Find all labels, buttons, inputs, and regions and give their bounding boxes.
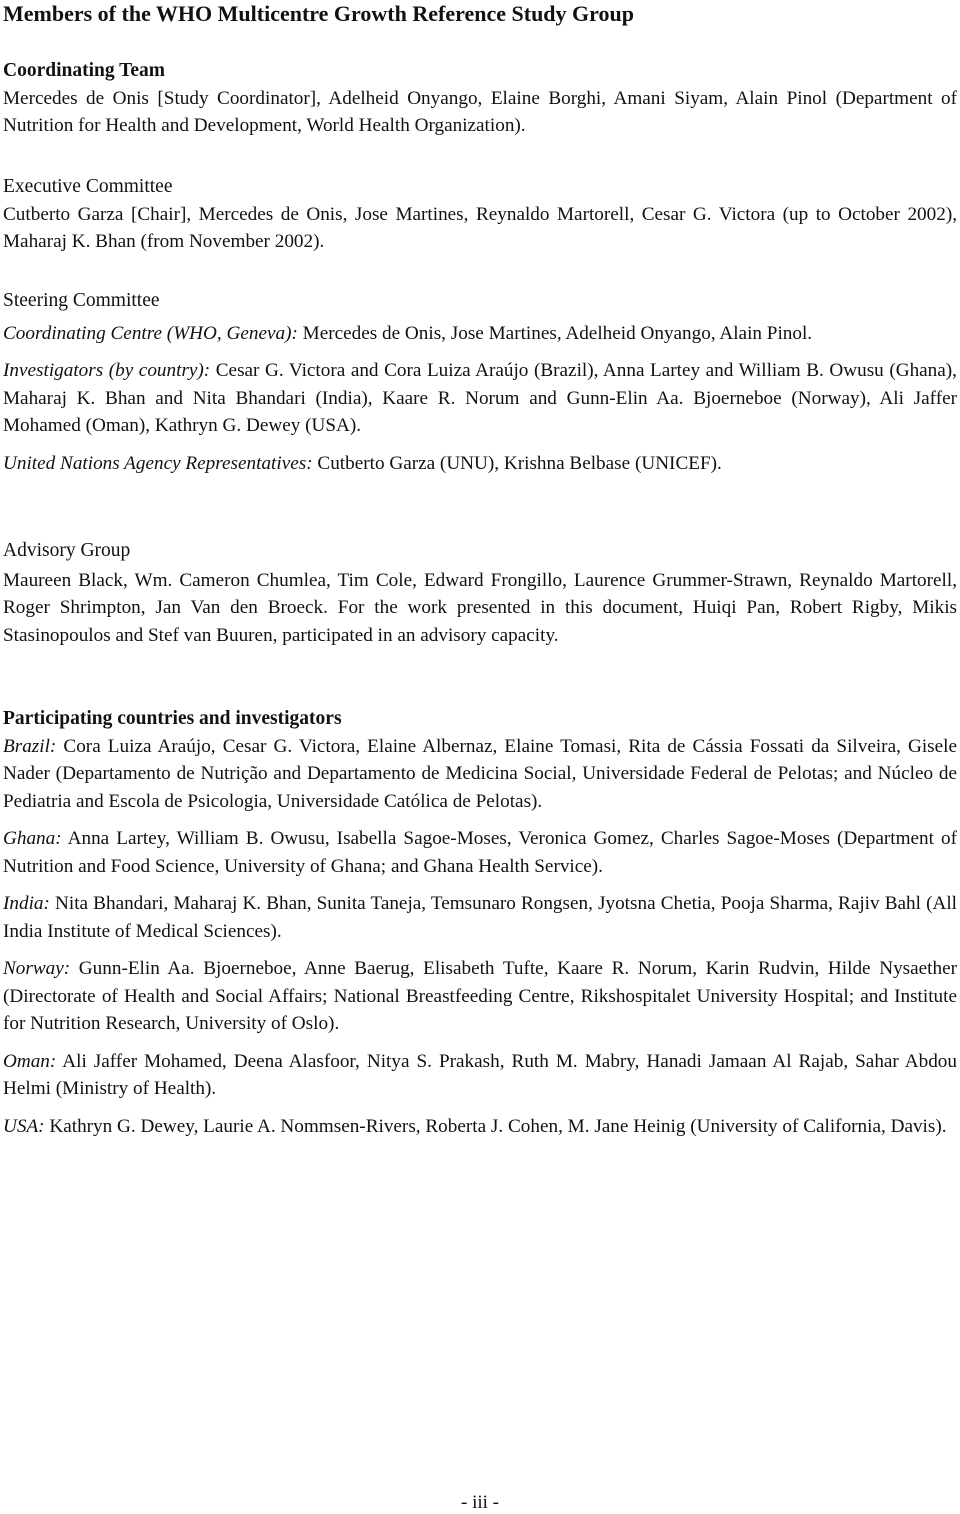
executive-committee-text: Cutberto Garza [Chair], Mercedes de Onis, Jose Martines, Reynaldo Martorell, Cesar G. Victora (up to October 2002), Maharaj K. Bhan (from November 2002). bbox=[3, 203, 957, 252]
investigators-paragraph bbox=[3, 357, 957, 440]
country-paragraph-oman bbox=[3, 1048, 957, 1103]
country-investigators: Gunn-Elin Aa. Bjoerneboe, Anne Baerug, Elisabeth Tufte, Kaare R. Norum, Karin Rudvin, Hilde Nysaether (Directorate of Health and Social Affairs; National Breastfeeding Centre, Rikshospitalet University Hospital; and Institute for Nutrition Research, University of Oslo). bbox=[3, 958, 957, 1034]
country-label: Brazil: bbox=[3, 735, 57, 757]
country-paragraph-ghana bbox=[3, 825, 957, 880]
coordinating-team-text: Mercedes de Onis [Study Coordinator], Adelheid Onyango, Elaine Borghi, Amani Siyam, Alain Pinol (Department of Nutrition for Health and Development, World Health Organization). bbox=[3, 87, 957, 136]
country-paragraph-norway bbox=[3, 955, 957, 1038]
country-paragraph-usa bbox=[3, 1113, 957, 1141]
advisory-group-section bbox=[3, 537, 957, 649]
participating-section bbox=[3, 705, 957, 1140]
investigators-text: Cesar G. Victora and Cora Luiza Araújo (Brazil), Anna Lartey and William B. Owusu (Ghana), Maharaj K. Bhan and Nita Bhandari (India), Kaare R. Norum and Gunn-Elin Aa. Bjoerneboe (Norway), Ali Jaffer Mohamed (Oman), Kathryn G. Dewey (USA). bbox=[3, 360, 957, 436]
page-title: Members of the WHO Multicentre Growth Reference Study Group bbox=[3, 1, 634, 26]
country-investigators: Kathryn G. Dewey, Laurie A. Nommsen-Rivers, Roberta J. Cohen, M. Jane Heinig (University of California, Davis). bbox=[44, 1115, 947, 1137]
page-number: - iii - bbox=[461, 1492, 499, 1513]
un-representatives-text: Cutberto Garza (UNU), Krishna Belbase (UNICEF). bbox=[312, 452, 722, 474]
document-title-block bbox=[3, 0, 957, 28]
country-paragraph-india bbox=[3, 890, 957, 945]
country-label: Norway: bbox=[3, 958, 71, 979]
participating-heading: Participating countries and investigators bbox=[3, 708, 342, 729]
country-investigators: Anna Lartey, William B. Owusu, Isabella Sagoe-Moses, Veronica Gomez, Charles Sagoe-Moses (Department of Nutrition and Food Science, University of Ghana; and Ghana Health Service). bbox=[3, 828, 957, 877]
executive-committee-section bbox=[3, 173, 957, 256]
country-investigators: Nita Bhandari, Maharaj K. Bhan, Sunita Taneja, Temsunaro Rongsen, Jyotsna Chetia, Pooja Sharma, Rajiv Bahl (All India Institute of Medical Sciences). bbox=[3, 893, 957, 942]
advisory-group-heading: Advisory Group bbox=[3, 540, 131, 561]
un-representatives-label: United Nations Agency Representatives: bbox=[3, 452, 313, 474]
country-label: Ghana: bbox=[3, 828, 62, 849]
coordinating-centre-label: Coordinating Centre (WHO, Geneva): bbox=[3, 322, 298, 344]
country-investigators: Cora Luiza Araújo, Cesar G. Victora, Elaine Albernaz, Elaine Tomasi, Rita de Cássia Fossati da Silveira, Gisele Nader (Departamento de Nutrição and Departamento de Medicina Social, Universidade Federal de Pelotas; and Núcleo de Pediatria and Escola de Psicologia, Universidade Católica de Pelotas). bbox=[3, 735, 957, 812]
country-paragraph-brazil bbox=[3, 733, 957, 816]
un-representatives-paragraph bbox=[3, 450, 957, 478]
country-label: USA: bbox=[3, 1115, 45, 1137]
country-label: India: bbox=[3, 893, 50, 914]
coordinating-centre-text: Mercedes de Onis, Jose Martines, Adelheid Onyango, Alain Pinol. bbox=[297, 322, 813, 344]
investigators-label: Investigators (by country): bbox=[3, 360, 211, 381]
coordinating-team-heading: Coordinating Team bbox=[3, 60, 165, 81]
coordinating-team-section bbox=[3, 57, 957, 140]
executive-committee-heading: Executive Committee bbox=[3, 176, 173, 197]
coordinating-centre-paragraph bbox=[3, 320, 957, 348]
advisory-group-text: Maureen Black, Wm. Cameron Chumlea, Tim Cole, Edward Frongillo, Laurence Grummer-Strawn, Reynaldo Martorell, Roger Shrimpton, Jan Van den Broeck. For the work presented in this document, Huiqi Pan, Robert Rigby, Mikis Stasinopoulos and Stef van Buuren, participated in an advisory capacity. bbox=[3, 569, 957, 646]
country-label: Oman: bbox=[3, 1050, 57, 1072]
steering-committee-section bbox=[3, 287, 957, 477]
steering-committee-heading: Steering Committee bbox=[3, 290, 160, 311]
country-investigators: Ali Jaffer Mohamed, Deena Alasfoor, Nitya S. Prakash, Ruth M. Mabry, Hanadi Jamaan Al Rajab, Sahar Abdou Helmi (Ministry of Health). bbox=[3, 1050, 957, 1099]
